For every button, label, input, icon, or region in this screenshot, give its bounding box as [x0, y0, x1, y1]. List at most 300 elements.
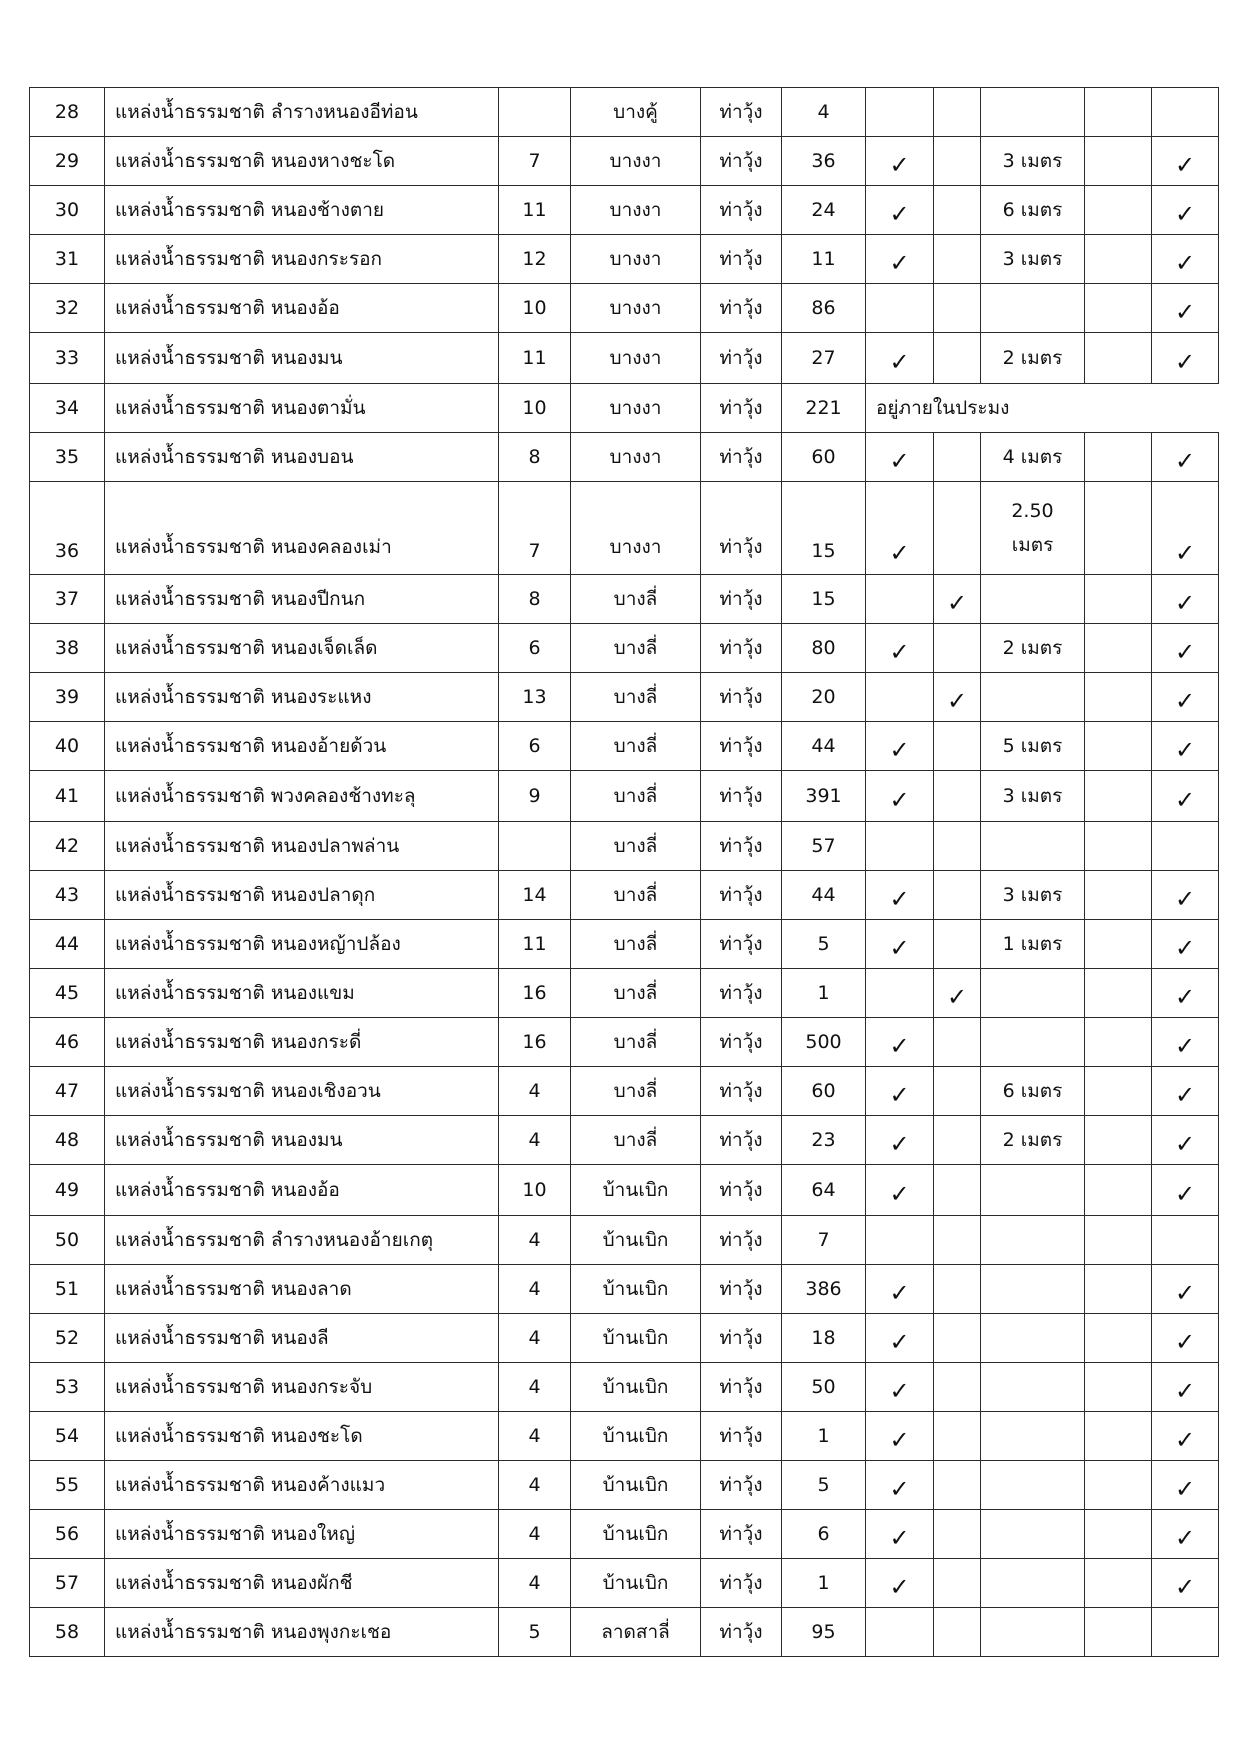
area-cell: 50: [782, 1363, 866, 1412]
village-number-cell: [499, 822, 571, 871]
district-cell: ท่าวุ้ง: [701, 433, 782, 482]
check-mark-icon: ✓: [889, 1425, 910, 1454]
check-mark-icon: ✓: [1174, 446, 1196, 475]
subdistrict-cell: บางงา: [571, 333, 701, 384]
subdistrict-cell: บางลี่: [571, 624, 701, 673]
depth-cell: 4 เมตร: [981, 433, 1085, 482]
table-row: [30, 1018, 1219, 1067]
check-mark-icon: ✓: [946, 588, 968, 617]
district-cell: ท่าวุ้ง: [701, 969, 782, 1018]
check-mark-icon: ✓: [1174, 1129, 1196, 1158]
water-source-name-cell: แหล่งน้ำธรรมชาติ หนองปลาพล่าน: [105, 822, 499, 871]
depth-cell: [981, 1314, 1085, 1363]
village-number-cell: 10: [499, 1165, 571, 1216]
check-mark-icon: ✓: [889, 539, 910, 567]
check-cell-2: [934, 1559, 981, 1608]
check-cell-3: [1085, 1559, 1152, 1608]
check-cell-4: [1152, 284, 1219, 333]
check-cell-3: [1085, 433, 1152, 482]
check-mark-icon: ✓: [1174, 933, 1196, 962]
subdistrict-cell: บางงา: [571, 284, 701, 333]
check-cell-1: [866, 1265, 934, 1314]
check-cell-2: [934, 1116, 981, 1165]
subdistrict-cell: บ้านเบิก: [571, 1314, 701, 1363]
row-number-cell: 30: [30, 186, 105, 235]
water-source-name-cell: แหล่งน้ำธรรมชาติ หนองพุงกะเชอ: [105, 1608, 499, 1657]
check-cell-1: [866, 1067, 934, 1116]
row-number-cell: 39: [30, 673, 105, 722]
water-source-table: [29, 87, 1219, 1657]
table-row: [30, 722, 1219, 771]
subdistrict-cell: บางลี่: [571, 1018, 701, 1067]
subdistrict-cell: บางงา: [571, 433, 701, 482]
check-cell-3: [1085, 1216, 1152, 1265]
check-cell-4: [1152, 575, 1219, 624]
check-cell-2: [934, 1067, 981, 1116]
depth-cell: [981, 1265, 1085, 1314]
water-source-name-cell: แหล่งน้ำธรรมชาติ หนองอ้อ: [105, 1165, 499, 1216]
check-cell-4: [1152, 433, 1219, 482]
row-number-cell: 35: [30, 433, 105, 482]
water-source-name-cell: แหล่งน้ำธรรมชาติ หนองระแหง: [105, 673, 499, 722]
row-number-cell: 31: [30, 235, 105, 284]
check-cell-3: [1085, 1265, 1152, 1314]
area-cell: 7: [782, 1216, 866, 1265]
check-cell-4: [1152, 1314, 1219, 1363]
table-row: [30, 284, 1219, 333]
check-cell-1: [866, 235, 934, 284]
district-cell: ท่าวุ้ง: [701, 722, 782, 771]
check-cell-2: [934, 1461, 981, 1510]
check-cell-4: [1152, 920, 1219, 969]
check-cell-1: [866, 1559, 934, 1608]
check-mark-icon: ✓: [889, 1080, 910, 1109]
water-source-name-cell: แหล่งน้ำธรรมชาติ หนองกระรอก: [105, 235, 499, 284]
check-cell-4: [1152, 1116, 1219, 1165]
check-mark-icon: ✓: [889, 735, 910, 764]
check-cell-2: [934, 1018, 981, 1067]
area-cell: 5: [782, 920, 866, 969]
check-cell-2: [934, 575, 981, 624]
check-mark-icon: ✓: [1174, 1031, 1196, 1060]
check-mark-icon: ✓: [1174, 1278, 1196, 1307]
check-cell-1: [866, 1216, 934, 1265]
depth-cell: [981, 1018, 1085, 1067]
check-cell-3: [1085, 575, 1152, 624]
village-number-cell: 4: [499, 1559, 571, 1608]
check-mark-icon: ✓: [889, 1474, 910, 1503]
area-cell: 44: [782, 871, 866, 920]
water-source-name-cell: แหล่งน้ำธรรมชาติ หนองลาด: [105, 1265, 499, 1314]
water-source-name-cell: แหล่งน้ำธรรมชาติ หนองปีกนก: [105, 575, 499, 624]
check-mark-icon: ✓: [1174, 884, 1196, 913]
village-number-cell: 8: [499, 433, 571, 482]
check-cell-4: [1152, 482, 1219, 575]
check-mark-icon: ✓: [1174, 1572, 1196, 1601]
table-row: [30, 1314, 1219, 1363]
area-cell: 1: [782, 1559, 866, 1608]
check-cell-3: [1085, 1018, 1152, 1067]
row-number-cell: 46: [30, 1018, 105, 1067]
check-cell-4: [1152, 1559, 1219, 1608]
depth-cell: 3 เมตร: [981, 235, 1085, 284]
check-cell-4: [1152, 1165, 1219, 1216]
row-number-cell: 52: [30, 1314, 105, 1363]
water-source-name-cell: แหล่งน้ำธรรมชาติ หนองมน: [105, 1116, 499, 1165]
check-mark-icon: ✓: [1174, 199, 1196, 228]
check-mark-icon: ✓: [1174, 686, 1196, 715]
table-row: [30, 1116, 1219, 1165]
check-cell-3: [1085, 1165, 1152, 1216]
area-cell: 15: [782, 482, 866, 575]
water-source-name-cell: แหล่งน้ำธรรมชาติ หนองผักชี: [105, 1559, 499, 1608]
district-cell: ท่าวุ้ง: [701, 333, 782, 384]
table-row: [30, 1461, 1219, 1510]
water-source-name-cell: แหล่งน้ำธรรมชาติ หนองอ้อ: [105, 284, 499, 333]
table-row: [30, 1363, 1219, 1412]
check-cell-4: [1152, 137, 1219, 186]
area-cell: 86: [782, 284, 866, 333]
area-cell: 60: [782, 1067, 866, 1116]
water-source-name-cell: แหล่งน้ำธรรมชาติ หนองมน: [105, 333, 499, 384]
check-mark-icon: ✓: [889, 1129, 910, 1158]
subdistrict-cell: บางงา: [571, 186, 701, 235]
check-cell-1: [866, 1608, 934, 1657]
village-number-cell: 12: [499, 235, 571, 284]
check-cell-3: [1085, 482, 1152, 575]
district-cell: ท่าวุ้ง: [701, 1559, 782, 1608]
row-number-cell: 36: [30, 482, 105, 575]
check-cell-1: [866, 1116, 934, 1165]
check-cell-2: [934, 1216, 981, 1265]
area-cell: 1: [782, 1412, 866, 1461]
district-cell: ท่าวุ้ง: [701, 920, 782, 969]
check-cell-4: [1152, 722, 1219, 771]
check-cell-1: [866, 482, 934, 575]
subdistrict-cell: บางงา: [571, 137, 701, 186]
check-cell-1: [866, 1165, 934, 1216]
check-mark-icon: ✓: [1174, 1474, 1196, 1503]
check-cell-2: [934, 969, 981, 1018]
village-number-cell: 13: [499, 673, 571, 722]
subdistrict-cell: บางลี่: [571, 771, 701, 822]
depth-cell: 3 เมตร: [981, 771, 1085, 822]
district-cell: ท่าวุ้ง: [701, 771, 782, 822]
district-cell: ท่าวุ้ง: [701, 673, 782, 722]
depth-cell: [981, 1363, 1085, 1412]
district-cell: ท่าวุ้ง: [701, 871, 782, 920]
depth-cell: 3 เมตร: [981, 871, 1085, 920]
check-mark-icon: ✓: [889, 1031, 910, 1060]
area-cell: 64: [782, 1165, 866, 1216]
row-number-cell: 56: [30, 1510, 105, 1559]
check-cell-3: [1085, 235, 1152, 284]
check-mark-icon: ✓: [1174, 735, 1196, 764]
check-cell-3: [1085, 1412, 1152, 1461]
check-cell-1: [866, 673, 934, 722]
subdistrict-cell: บ้านเบิก: [571, 1461, 701, 1510]
subdistrict-cell: บางงา: [571, 384, 701, 433]
depth-cell: [981, 1412, 1085, 1461]
check-mark-icon: ✓: [889, 347, 910, 376]
subdistrict-cell: บางลี่: [571, 1067, 701, 1116]
check-cell-3: [1085, 673, 1152, 722]
check-cell-4: [1152, 1510, 1219, 1559]
check-mark-icon: ✓: [889, 637, 910, 666]
table-row: [30, 88, 1219, 137]
subdistrict-cell: บางลี่: [571, 722, 701, 771]
row-number-cell: 48: [30, 1116, 105, 1165]
water-source-name-cell: แหล่งน้ำธรรมชาติ หนองปลาดุก: [105, 871, 499, 920]
area-cell: 95: [782, 1608, 866, 1657]
district-cell: ท่าวุ้ง: [701, 88, 782, 137]
check-cell-4: [1152, 1412, 1219, 1461]
depth-cell: [981, 1165, 1085, 1216]
water-source-name-cell: แหล่งน้ำธรรมชาติ หนองกระดี่: [105, 1018, 499, 1067]
subdistrict-cell: บางลี่: [571, 920, 701, 969]
district-cell: ท่าวุ้ง: [701, 186, 782, 235]
table-row: [30, 433, 1219, 482]
check-cell-4: [1152, 673, 1219, 722]
depth-cell: [981, 575, 1085, 624]
table-row: [30, 920, 1219, 969]
check-cell-1: [866, 771, 934, 822]
village-number-cell: 10: [499, 384, 571, 433]
check-cell-3: [1085, 624, 1152, 673]
area-cell: 5: [782, 1461, 866, 1510]
subdistrict-cell: บางลี่: [571, 969, 701, 1018]
check-cell-1: [866, 1461, 934, 1510]
table-row: [30, 969, 1219, 1018]
area-cell: 60: [782, 433, 866, 482]
check-cell-1: [866, 969, 934, 1018]
area-cell: 24: [782, 186, 866, 235]
depth-value: 2.50: [1011, 500, 1054, 522]
district-cell: ท่าวุ้ง: [701, 1265, 782, 1314]
table-row: [30, 1165, 1219, 1216]
check-cell-2: [934, 624, 981, 673]
area-cell: 18: [782, 1314, 866, 1363]
check-cell-2: [934, 235, 981, 284]
check-cell-1: [866, 624, 934, 673]
check-cell-3: [1085, 88, 1152, 137]
check-cell-3: [1085, 822, 1152, 871]
check-cell-1: [866, 284, 934, 333]
district-cell: ท่าวุ้ง: [701, 624, 782, 673]
water-source-name-cell: แหล่งน้ำธรรมชาติ พวงคลองช้างทะลุ: [105, 771, 499, 822]
district-cell: ท่าวุ้ง: [701, 575, 782, 624]
table-row: [30, 673, 1219, 722]
district-cell: ท่าวุ้ง: [701, 1165, 782, 1216]
water-source-name-cell: แหล่งน้ำธรรมชาติ หนองกระจับ: [105, 1363, 499, 1412]
water-source-name-cell: แหล่งน้ำธรรมชาติ หนองตามั่น: [105, 384, 499, 433]
area-cell: 15: [782, 575, 866, 624]
check-cell-1: [866, 1412, 934, 1461]
check-mark-icon: ✓: [1174, 1376, 1196, 1405]
water-source-name-cell: แหล่งน้ำธรรมชาติ หนองอ้ายด้วน: [105, 722, 499, 771]
row-number-cell: 40: [30, 722, 105, 771]
depth-cell: [981, 284, 1085, 333]
check-cell-4: [1152, 1363, 1219, 1412]
water-source-name-cell: แหล่งน้ำธรรมชาติ หนองบอน: [105, 433, 499, 482]
check-cell-1: [866, 722, 934, 771]
table-row: [30, 1412, 1219, 1461]
check-cell-1: [866, 1018, 934, 1067]
check-cell-2: [934, 88, 981, 137]
check-cell-4: [1152, 1461, 1219, 1510]
check-cell-1: [866, 88, 934, 137]
check-cell-2: [934, 1314, 981, 1363]
check-mark-icon: ✓: [946, 686, 968, 715]
depth-cell: 3 เมตร: [981, 137, 1085, 186]
check-cell-2: [934, 1363, 981, 1412]
area-cell: 57: [782, 822, 866, 871]
check-cell-4: [1152, 1608, 1219, 1657]
check-cell-1: [866, 137, 934, 186]
check-cell-4: [1152, 1067, 1219, 1116]
area-cell: 27: [782, 333, 866, 384]
area-cell: 23: [782, 1116, 866, 1165]
depth-cell: [981, 822, 1085, 871]
check-mark-icon: ✓: [889, 933, 910, 962]
check-cell-3: [1085, 969, 1152, 1018]
depth-cell: [981, 1510, 1085, 1559]
subdistrict-cell: บ้านเบิก: [571, 1510, 701, 1559]
water-source-name-cell: แหล่งน้ำธรรมชาติ หนองช้างตาย: [105, 186, 499, 235]
row-number-cell: 50: [30, 1216, 105, 1265]
check-mark-icon: ✓: [889, 199, 910, 228]
depth-cell: [981, 1608, 1085, 1657]
table-row: [30, 1067, 1219, 1116]
village-number-cell: 11: [499, 920, 571, 969]
depth-cell: 6 เมตร: [981, 186, 1085, 235]
check-cell-2: [934, 871, 981, 920]
row-number-cell: 43: [30, 871, 105, 920]
water-source-name-cell: แหล่งน้ำธรรมชาติ หนองเจ็ดเล็ด: [105, 624, 499, 673]
check-cell-4: [1152, 186, 1219, 235]
depth-cell: 6 เมตร: [981, 1067, 1085, 1116]
district-cell: ท่าวุ้ง: [701, 1461, 782, 1510]
check-cell-3: [1085, 871, 1152, 920]
check-cell-3: [1085, 722, 1152, 771]
check-mark-icon: ✓: [889, 446, 910, 475]
district-cell: ท่าวุ้ง: [701, 284, 782, 333]
check-cell-4: [1152, 1018, 1219, 1067]
table-row: [30, 624, 1219, 673]
village-number-cell: 7: [499, 482, 571, 575]
check-cell-1: [866, 433, 934, 482]
check-cell-1: [866, 186, 934, 235]
table-row: [30, 1510, 1219, 1559]
village-number-cell: 9: [499, 771, 571, 822]
district-cell: ท่าวุ้ง: [701, 235, 782, 284]
check-mark-icon: ✓: [1174, 785, 1196, 814]
water-source-name-cell: แหล่งน้ำธรรมชาติ ลำรางหนองอีท่อน: [105, 88, 499, 137]
check-cell-3: [1085, 1461, 1152, 1510]
district-cell: ท่าวุ้ง: [701, 384, 782, 433]
check-cell-2: [934, 920, 981, 969]
area-cell: 221: [782, 384, 866, 433]
check-cell-4: [1152, 871, 1219, 920]
check-mark-icon: ✓: [1174, 1327, 1196, 1356]
row-number-cell: 58: [30, 1608, 105, 1657]
depth-cell: [981, 482, 1085, 575]
check-cell-2: [934, 1265, 981, 1314]
village-number-cell: 7: [499, 137, 571, 186]
check-cell-2: [934, 433, 981, 482]
area-cell: 36: [782, 137, 866, 186]
check-cell-2: [934, 137, 981, 186]
row-number-cell: 55: [30, 1461, 105, 1510]
check-cell-4: [1152, 771, 1219, 822]
check-cell-4: [1152, 624, 1219, 673]
water-source-name-cell: แหล่งน้ำธรรมชาติ หนองคลองเม่า: [105, 482, 499, 575]
table-row: [30, 1608, 1219, 1657]
district-cell: ท่าวุ้ง: [701, 1216, 782, 1265]
check-cell-4: [1152, 333, 1219, 384]
area-cell: 1: [782, 969, 866, 1018]
district-cell: ท่าวุ้ง: [701, 1018, 782, 1067]
row-number-cell: 32: [30, 284, 105, 333]
check-mark-icon: ✓: [1174, 982, 1196, 1011]
check-cell-1: [866, 575, 934, 624]
row-number-cell: 42: [30, 822, 105, 871]
check-cell-3: [1085, 137, 1152, 186]
village-number-cell: 11: [499, 186, 571, 235]
district-cell: ท่าวุ้ง: [701, 1116, 782, 1165]
check-mark-icon: ✓: [889, 884, 910, 913]
check-cell-4: [1152, 969, 1219, 1018]
subdistrict-cell: บางคู้: [571, 88, 701, 137]
check-mark-icon: ✓: [889, 1572, 910, 1601]
district-cell: ท่าวุ้ง: [701, 822, 782, 871]
check-cell-4: [1152, 88, 1219, 137]
check-mark-icon: ✓: [1174, 1179, 1196, 1208]
check-cell-1: [866, 822, 934, 871]
check-mark-icon: ✓: [946, 982, 968, 1011]
check-cell-2: [934, 1608, 981, 1657]
area-cell: 80: [782, 624, 866, 673]
row-number-cell: 37: [30, 575, 105, 624]
check-mark-icon: ✓: [889, 1179, 910, 1208]
check-cell-3: [1085, 1608, 1152, 1657]
row-number-cell: 41: [30, 771, 105, 822]
water-source-name-cell: แหล่งน้ำธรรมชาติ หนองลี: [105, 1314, 499, 1363]
village-number-cell: 6: [499, 624, 571, 673]
depth-cell: 1 เมตร: [981, 920, 1085, 969]
check-cell-2: [934, 822, 981, 871]
area-cell: 500: [782, 1018, 866, 1067]
check-cell-1: [866, 1510, 934, 1559]
row-number-cell: 47: [30, 1067, 105, 1116]
row-number-cell: 53: [30, 1363, 105, 1412]
subdistrict-cell: บางงา: [571, 235, 701, 284]
subdistrict-cell: บ้านเบิก: [571, 1265, 701, 1314]
village-number-cell: 4: [499, 1510, 571, 1559]
area-cell: 391: [782, 771, 866, 822]
water-source-name-cell: แหล่งน้ำธรรมชาติ ลำรางหนองอ้ายเกตุ: [105, 1216, 499, 1265]
depth-cell: [981, 673, 1085, 722]
table-row: [30, 333, 1219, 384]
depth-cell: [981, 88, 1085, 137]
subdistrict-cell: บ้านเบิก: [571, 1165, 701, 1216]
depth-cell: 5 เมตร: [981, 722, 1085, 771]
subdistrict-cell: บางลี่: [571, 673, 701, 722]
water-source-name-cell: แหล่งน้ำธรรมชาติ หนองใหญ่: [105, 1510, 499, 1559]
district-cell: ท่าวุ้ง: [701, 1067, 782, 1116]
check-cell-3: [1085, 284, 1152, 333]
check-cell-2: [934, 333, 981, 384]
